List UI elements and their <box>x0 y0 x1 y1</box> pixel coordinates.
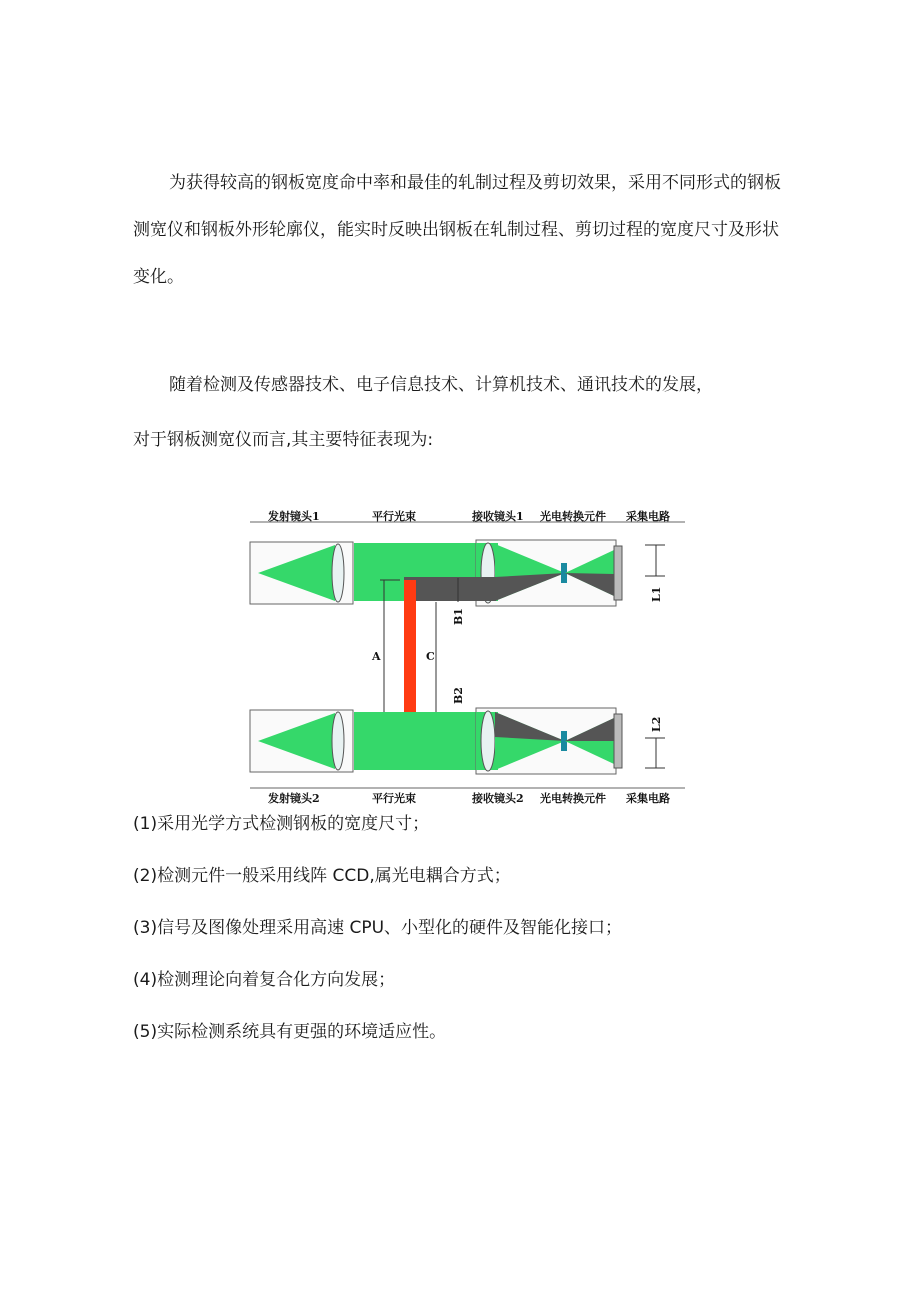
list-item: (3)信号及图像处理采用高速 CPU、小型化的硬件及智能化接口； <box>133 918 623 938</box>
dim-B2-label: B2 <box>452 687 465 704</box>
list-item: (5)实际检测系统具有更强的环境适应性。 <box>133 1022 447 1042</box>
label-parallel-beam-top: 平行光束 <box>372 510 416 523</box>
shadow-beam-top <box>404 577 496 601</box>
list-item: (2)检测元件一般采用线阵 CCD,属光电耦合方式； <box>133 866 511 886</box>
width-gauge-diagram <box>240 500 690 810</box>
dim-A-label: A <box>372 650 381 663</box>
acquisition-board-2 <box>614 714 622 768</box>
dim-C-label: C <box>426 650 435 663</box>
development-paragraph-line2: 对于钢板测宽仪而言,其主要特征表现为: <box>133 430 434 450</box>
emitter-lens-1 <box>332 544 344 602</box>
feature-list <box>133 806 622 1066</box>
label-acquisition-bottom: 采集电路 <box>626 792 670 805</box>
dim-L2-label: L2 <box>650 716 663 732</box>
intro-paragraph: 为获得较高的钢板宽度命中率和最佳的轧制过程及剪切效果，采用不同形式的钢板测宽仪和钢板外形轮廓仪，能实时反映出钢板在轧制过程、剪切过程的宽度尺寸及形状变化。 <box>133 173 781 287</box>
label-emitter-lens-1: 发射镜头1 <box>268 510 320 523</box>
list-item: (1)采用光学方式检测钢板的宽度尺寸； <box>133 814 430 834</box>
receiver-lens-2 <box>481 711 495 771</box>
label-photoelectric-bottom: 光电转换元件 <box>540 792 606 805</box>
label-parallel-beam-bottom: 平行光束 <box>372 792 416 805</box>
dim-L1-label: L1 <box>650 586 663 602</box>
development-paragraph-line1: 随着检测及传感器技术、电子信息技术、计算机技术、通讯技术的发展， <box>169 375 713 395</box>
label-receiver-lens-1: 接收镜头1 <box>472 510 524 523</box>
label-receiver-lens-2: 接收镜头2 <box>472 792 524 805</box>
list-item: (4)检测理论向着复合化方向发展； <box>133 970 396 990</box>
emitter-lens-2 <box>332 712 344 770</box>
label-photoelectric-top: 光电转换元件 <box>540 510 606 523</box>
steel-plate <box>404 580 416 735</box>
parallel-beam-bottom <box>354 712 476 770</box>
acquisition-board-1 <box>614 546 622 600</box>
label-emitter-lens-2: 发射镜头2 <box>268 792 320 805</box>
dim-B1-label: B1 <box>452 608 465 625</box>
label-acquisition-top: 采集电路 <box>626 510 670 523</box>
